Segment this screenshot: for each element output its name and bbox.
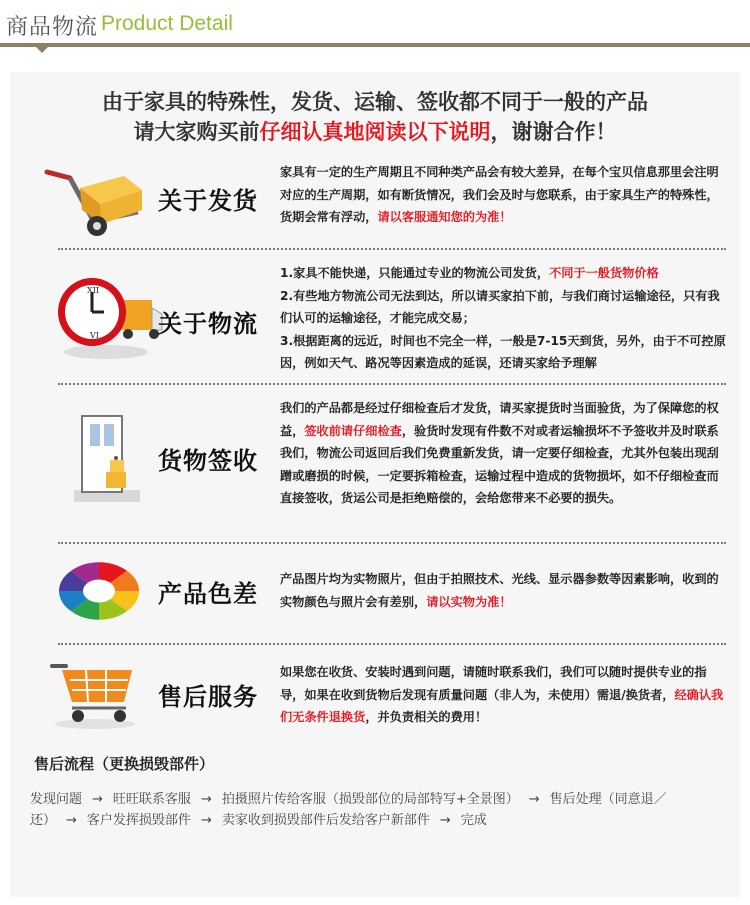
arrow-right-icon: → — [66, 813, 77, 828]
flow-step: 客户发挥损毁部件 — [86, 813, 191, 828]
section-divider — [58, 643, 726, 645]
service-flow-line-2 — [30, 809, 740, 828]
flow-step: 发现问题 — [30, 792, 83, 807]
color-difference-highlight: 请以实物为准！ — [426, 594, 512, 609]
shipping-highlight: 请以客服通知您的为准！ — [377, 210, 512, 224]
arrow-right-icon: → — [439, 813, 451, 828]
intro-line-2-post: ，谢谢合作！ — [490, 120, 617, 144]
section-body-logistics — [280, 262, 726, 375]
intro-line-2 — [0, 116, 750, 146]
section-divider — [58, 383, 726, 385]
logistics-item-1-highlight: 不同于一般货物价格 — [549, 266, 659, 280]
hand-truck-box-icon — [42, 160, 152, 240]
receipt-text-post: ，验货时发现有件数不对或者运输损坏不予签收并及时联系我们，物流公司返回后我们免费重新发货，请一定要仔细检查，尤其外包装出现刮蹭或磨损的时候，一定要拆箱检查，运输过程中造成的货物损坏，如不仔细检查而直接签收，货运公司是拒绝赔偿的，会给您带来不必要的损失。 — [280, 423, 719, 505]
header-divider — [0, 43, 750, 47]
shipping-paragraph — [280, 161, 726, 229]
after-sales-highlight: 经确认我们无条件退换货 — [280, 687, 724, 724]
after-sales-text: 如果您在收货、安装时遇到问题，请随时联系我们，我们可以随时提供专业的指导，如果在收到货物后发现有质量问题（非人为，未使用）需退/换货者， — [280, 665, 707, 702]
intro-line-2-highlight: 仔细认真地阅读以下说明 — [259, 120, 491, 144]
section-title-color-difference: 产品色差 — [158, 580, 258, 608]
section-body-receipt — [280, 397, 726, 510]
flow-step: 完成 — [460, 813, 487, 828]
arrow-right-icon: → — [200, 813, 212, 828]
page-header — [0, 0, 750, 52]
receipt-paragraph — [280, 397, 726, 510]
color-difference-paragraph — [280, 568, 726, 613]
header-title-cn: 商品物流 — [6, 15, 99, 40]
service-flow-title: 售后流程（更换损毁部件） — [34, 755, 215, 773]
after-sales-paragraph — [280, 661, 726, 729]
receipt-text: 我们的产品都是经过仔细检查后才发货，请买家提货时当面验货，为了保障您的权益， — [280, 401, 719, 438]
section-divider — [58, 542, 726, 544]
section-title-shipping: 关于发货 — [158, 187, 258, 215]
section-body-after-sales — [280, 661, 726, 729]
logistics-item-3: 3.根据距离的远近，时间也不完全一样，一般是7-15天到货，另外，由于不可控原因，例如天气、路况等因素造成的延误，还请买家给予理解 — [280, 333, 726, 370]
service-flow-line-1 — [30, 788, 740, 807]
flow-step: 售后处理（同意退／ — [549, 792, 667, 807]
intro-line-1: 由于家具的特殊性，发货、运输、签收都不同于一般的产品 — [102, 90, 648, 114]
svg-text:VI: VI — [90, 331, 99, 340]
section-divider — [58, 248, 726, 250]
svg-text:XII: XII — [87, 286, 100, 295]
logistics-item-1-text: 1.家具不能快递，只能通过专业的物流公司发货， — [280, 266, 550, 280]
receipt-highlight: 签收前请仔细检查 — [304, 423, 402, 438]
header-title-en: Product Detail — [101, 12, 233, 35]
header-pointer — [36, 47, 48, 53]
shipping-text: 家具有一定的生产周期且不同种类产品会有较大差异，在每个宝贝信息那里会注明对应的生产周期，如有断货情况，我们会及时与您联系，由于家具生产的特殊性，货期会常有浮动， — [280, 165, 719, 224]
arrow-right-icon: → — [92, 792, 103, 807]
logistics-item-2: 2.有些地方物流公司无法到达，所以请买家拍下前，与我们商讨运输途径，只有我们认可的运输途径，才能完成交易； — [280, 288, 720, 325]
arrow-right-icon: → — [200, 792, 212, 807]
arrow-right-icon: → — [528, 792, 540, 807]
door-package-icon — [72, 412, 142, 507]
section-body-shipping — [280, 161, 726, 229]
section-title-receipt: 货物签收 — [158, 447, 258, 475]
clock-truck-icon — [56, 272, 166, 362]
flow-step: 拍摄照片传给客服（损毁部位的局部特写+全景图） — [221, 792, 519, 807]
shopping-cart-icon — [50, 658, 140, 730]
color-difference-text: 产品图片均为实物照片，但由于拍照技术、光线、显示器参数等因素影响，收到的实物颜色与照片会有差别， — [280, 572, 719, 609]
flow-step: 还） — [30, 813, 57, 828]
after-sales-text-post: ，并负责相关的费用！ — [365, 710, 488, 724]
flow-step: 卖家收到损毁部件后发给客户新部件 — [221, 813, 430, 828]
intro-line-2-pre: 请大家购买前 — [133, 120, 260, 144]
section-title-after-sales: 售后服务 — [158, 683, 258, 711]
section-title-logistics: 关于物流 — [158, 310, 258, 338]
color-wheel-icon — [54, 556, 144, 626]
logistics-item-1 — [280, 262, 726, 285]
flow-step: 旺旺联系客服 — [112, 792, 191, 807]
section-body-color-difference — [280, 568, 726, 613]
